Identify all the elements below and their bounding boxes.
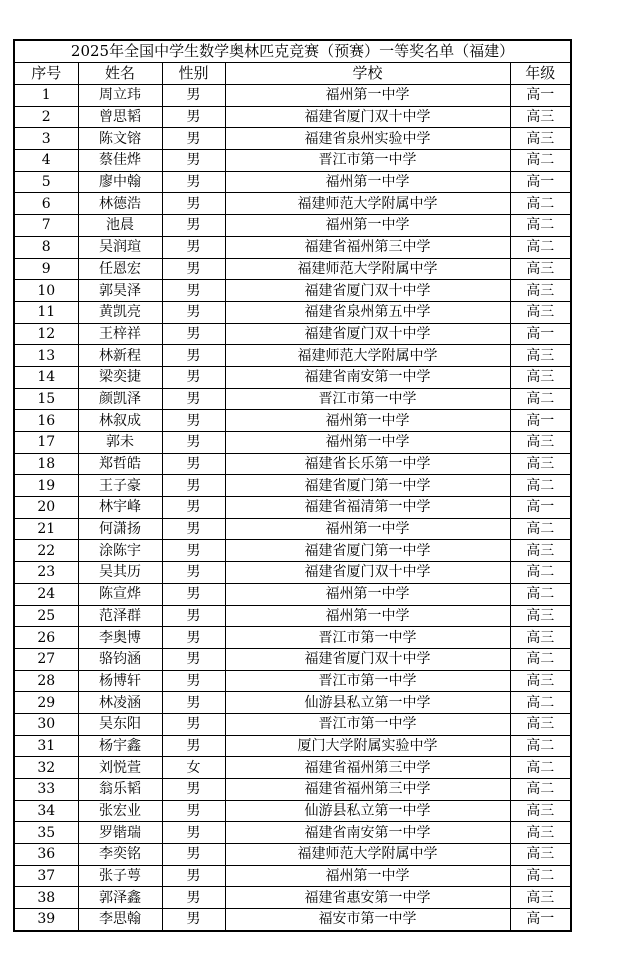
cell-school: 福建省福州第三中学 (225, 757, 510, 779)
cell-name: 颜凯泽 (78, 388, 162, 410)
cell-name: 李奥博 (78, 627, 162, 649)
table-row (14, 670, 571, 692)
cell-grade: 高二 (510, 779, 571, 801)
cell-no: 12 (14, 323, 78, 345)
cell-gender: 男 (162, 85, 225, 107)
cell-school: 厦门大学附属实验中学 (225, 735, 510, 757)
cell-no: 14 (14, 366, 78, 388)
cell-name: 黄凯亮 (78, 301, 162, 323)
cell-school: 福州第一中学 (225, 215, 510, 237)
cell-no: 34 (14, 800, 78, 822)
table-row (14, 280, 571, 302)
cell-school: 福建师范大学附属中学 (225, 844, 510, 866)
cell-name: 杨博轩 (78, 670, 162, 692)
cell-gender: 男 (162, 887, 225, 909)
cell-no: 35 (14, 822, 78, 844)
cell-gender: 男 (162, 692, 225, 714)
cell-name: 郭泽鑫 (78, 887, 162, 909)
cell-gender: 男 (162, 388, 225, 410)
cell-school: 福建师范大学附属中学 (225, 193, 510, 215)
cell-name: 李奕铭 (78, 844, 162, 866)
cell-gender: 男 (162, 540, 225, 562)
cell-grade: 高二 (510, 865, 571, 887)
cell-gender: 男 (162, 865, 225, 887)
cell-grade: 高三 (510, 540, 571, 562)
cell-grade: 高三 (510, 280, 571, 302)
cell-grade: 高三 (510, 627, 571, 649)
cell-school: 晋江市第一中学 (225, 713, 510, 735)
table-row (14, 540, 571, 562)
cell-name: 郭昊泽 (78, 280, 162, 302)
cell-gender: 男 (162, 453, 225, 475)
cell-no: 11 (14, 301, 78, 323)
cell-grade: 高二 (510, 475, 571, 497)
cell-no: 33 (14, 779, 78, 801)
cell-gender: 男 (162, 713, 225, 735)
cell-no: 8 (14, 236, 78, 258)
cell-gender: 男 (162, 605, 225, 627)
cell-gender: 男 (162, 822, 225, 844)
table-row (14, 345, 571, 367)
cell-name: 周立玮 (78, 85, 162, 107)
cell-no: 38 (14, 887, 78, 909)
cell-name: 郑哲皓 (78, 453, 162, 475)
cell-gender: 男 (162, 323, 225, 345)
cell-no: 15 (14, 388, 78, 410)
cell-school: 福建省厦门第一中学 (225, 475, 510, 497)
title-row (14, 40, 571, 63)
cell-school: 晋江市第一中学 (225, 388, 510, 410)
cell-gender: 男 (162, 432, 225, 454)
cell-gender: 男 (162, 410, 225, 432)
cell-school: 福建省厦门第一中学 (225, 540, 510, 562)
header-grade: 年级 (510, 63, 571, 85)
cell-grade: 高一 (510, 85, 571, 107)
table-row (14, 800, 571, 822)
cell-name: 任恩宏 (78, 258, 162, 280)
header-row (14, 63, 571, 85)
cell-name: 骆钧涵 (78, 648, 162, 670)
cell-no: 22 (14, 540, 78, 562)
table-row (14, 106, 571, 128)
cell-no: 13 (14, 345, 78, 367)
table-row (14, 301, 571, 323)
cell-school: 福州第一中学 (225, 171, 510, 193)
cell-grade: 高一 (510, 497, 571, 519)
cell-gender: 男 (162, 844, 225, 866)
cell-no: 17 (14, 432, 78, 454)
cell-school: 福建师范大学附属中学 (225, 345, 510, 367)
cell-name: 梁奕捷 (78, 366, 162, 388)
cell-gender: 女 (162, 757, 225, 779)
table-row (14, 779, 571, 801)
cell-no: 19 (14, 475, 78, 497)
cell-school: 福建省福州第三中学 (225, 236, 510, 258)
cell-school: 福建省厦门双十中学 (225, 323, 510, 345)
cell-name: 王子豪 (78, 475, 162, 497)
cell-school: 福州第一中学 (225, 605, 510, 627)
cell-name: 张宏业 (78, 800, 162, 822)
cell-gender: 男 (162, 280, 225, 302)
cell-gender: 男 (162, 345, 225, 367)
table-row (14, 128, 571, 150)
cell-school: 仙游县私立第一中学 (225, 692, 510, 714)
cell-name: 吴润瑄 (78, 236, 162, 258)
table-row (14, 735, 571, 757)
cell-name: 林叙成 (78, 410, 162, 432)
table-row (14, 583, 571, 605)
cell-grade: 高二 (510, 692, 571, 714)
award-table (13, 39, 572, 932)
cell-school: 福安市第一中学 (225, 909, 510, 931)
cell-school: 福建省福州第三中学 (225, 779, 510, 801)
cell-school: 晋江市第一中学 (225, 627, 510, 649)
table-title: 2025年全国中学生数学奥林匹克竞赛（预赛）一等奖名单（福建） (14, 40, 571, 63)
cell-no: 5 (14, 171, 78, 193)
cell-name: 刘悦萱 (78, 757, 162, 779)
cell-grade: 高三 (510, 128, 571, 150)
cell-gender: 男 (162, 909, 225, 931)
table-row (14, 562, 571, 584)
table-row (14, 518, 571, 540)
table-row (14, 475, 571, 497)
cell-name: 曾思韬 (78, 106, 162, 128)
header-name: 姓名 (78, 63, 162, 85)
cell-school: 福建省厦门双十中学 (225, 106, 510, 128)
cell-name: 罗锴瑞 (78, 822, 162, 844)
cell-grade: 高三 (510, 453, 571, 475)
cell-grade: 高一 (510, 909, 571, 931)
cell-name: 陈宣烨 (78, 583, 162, 605)
cell-gender: 男 (162, 475, 225, 497)
header-school: 学校 (225, 63, 510, 85)
cell-grade: 高一 (510, 323, 571, 345)
cell-school: 福州第一中学 (225, 518, 510, 540)
cell-name: 蔡佳烨 (78, 150, 162, 172)
cell-no: 9 (14, 258, 78, 280)
cell-gender: 男 (162, 215, 225, 237)
cell-name: 郭未 (78, 432, 162, 454)
cell-school: 福建省厦门双十中学 (225, 280, 510, 302)
cell-gender: 男 (162, 562, 225, 584)
cell-gender: 男 (162, 779, 225, 801)
cell-no: 2 (14, 106, 78, 128)
cell-no: 29 (14, 692, 78, 714)
cell-school: 福建师范大学附属中学 (225, 258, 510, 280)
cell-grade: 高三 (510, 432, 571, 454)
table-row (14, 258, 571, 280)
cell-name: 林德浩 (78, 193, 162, 215)
cell-gender: 男 (162, 648, 225, 670)
cell-school: 福建省泉州第五中学 (225, 301, 510, 323)
cell-grade: 高二 (510, 648, 571, 670)
cell-no: 27 (14, 648, 78, 670)
cell-name: 翁乐韬 (78, 779, 162, 801)
cell-grade: 高二 (510, 757, 571, 779)
cell-school: 福建省惠安第一中学 (225, 887, 510, 909)
cell-no: 6 (14, 193, 78, 215)
table-row (14, 410, 571, 432)
cell-no: 16 (14, 410, 78, 432)
cell-no: 31 (14, 735, 78, 757)
table-row (14, 865, 571, 887)
cell-name: 李思翰 (78, 909, 162, 931)
table-row (14, 171, 571, 193)
cell-no: 20 (14, 497, 78, 519)
cell-grade: 高一 (510, 171, 571, 193)
cell-gender: 男 (162, 106, 225, 128)
table-row (14, 692, 571, 714)
cell-school: 福建省泉州实验中学 (225, 128, 510, 150)
cell-no: 21 (14, 518, 78, 540)
cell-no: 3 (14, 128, 78, 150)
cell-grade: 高二 (510, 583, 571, 605)
cell-no: 24 (14, 583, 78, 605)
cell-grade: 高二 (510, 215, 571, 237)
table-row (14, 887, 571, 909)
cell-grade: 高三 (510, 800, 571, 822)
cell-name: 池晨 (78, 215, 162, 237)
cell-gender: 男 (162, 236, 225, 258)
table-body (14, 85, 571, 931)
cell-school: 福州第一中学 (225, 865, 510, 887)
cell-gender: 男 (162, 497, 225, 519)
cell-school: 福州第一中学 (225, 410, 510, 432)
table-row (14, 85, 571, 107)
cell-name: 何潇扬 (78, 518, 162, 540)
cell-no: 26 (14, 627, 78, 649)
cell-gender: 男 (162, 193, 225, 215)
cell-no: 32 (14, 757, 78, 779)
cell-no: 10 (14, 280, 78, 302)
cell-school: 福建省福清第一中学 (225, 497, 510, 519)
cell-no: 25 (14, 605, 78, 627)
header-no: 序号 (14, 63, 78, 85)
cell-school: 福建省长乐第一中学 (225, 453, 510, 475)
cell-no: 1 (14, 85, 78, 107)
cell-school: 福州第一中学 (225, 583, 510, 605)
table-row (14, 453, 571, 475)
cell-name: 吴其历 (78, 562, 162, 584)
cell-grade: 高三 (510, 822, 571, 844)
cell-name: 廖中翰 (78, 171, 162, 193)
cell-name: 王梓祥 (78, 323, 162, 345)
cell-school: 福州第一中学 (225, 85, 510, 107)
cell-no: 4 (14, 150, 78, 172)
cell-name: 陈文镕 (78, 128, 162, 150)
cell-no: 36 (14, 844, 78, 866)
cell-no: 28 (14, 670, 78, 692)
cell-no: 39 (14, 909, 78, 931)
table-row (14, 713, 571, 735)
cell-grade: 高二 (510, 388, 571, 410)
cell-school: 晋江市第一中学 (225, 670, 510, 692)
cell-gender: 男 (162, 518, 225, 540)
cell-no: 37 (14, 865, 78, 887)
cell-name: 林凌涵 (78, 692, 162, 714)
cell-grade: 高三 (510, 258, 571, 280)
cell-name: 林新程 (78, 345, 162, 367)
table-row (14, 193, 571, 215)
cell-name: 范泽群 (78, 605, 162, 627)
cell-school: 福建省南安第一中学 (225, 822, 510, 844)
header-gender: 性别 (162, 63, 225, 85)
cell-gender: 男 (162, 301, 225, 323)
table-row (14, 323, 571, 345)
table-row (14, 150, 571, 172)
cell-gender: 男 (162, 150, 225, 172)
cell-name: 张子萼 (78, 865, 162, 887)
cell-grade: 高二 (510, 193, 571, 215)
table-row (14, 497, 571, 519)
table-row (14, 627, 571, 649)
cell-no: 7 (14, 215, 78, 237)
cell-name: 涂陈宇 (78, 540, 162, 562)
table-row (14, 757, 571, 779)
cell-grade: 高二 (510, 562, 571, 584)
cell-name: 杨宇鑫 (78, 735, 162, 757)
cell-school: 晋江市第一中学 (225, 150, 510, 172)
cell-grade: 高一 (510, 410, 571, 432)
cell-gender: 男 (162, 366, 225, 388)
cell-grade: 高三 (510, 844, 571, 866)
cell-grade: 高三 (510, 106, 571, 128)
table-row (14, 648, 571, 670)
cell-grade: 高三 (510, 670, 571, 692)
cell-grade: 高三 (510, 887, 571, 909)
cell-grade: 高二 (510, 735, 571, 757)
cell-school: 福建省厦门双十中学 (225, 562, 510, 584)
cell-gender: 男 (162, 128, 225, 150)
table-row (14, 909, 571, 931)
cell-no: 23 (14, 562, 78, 584)
cell-gender: 男 (162, 735, 225, 757)
cell-school: 福州第一中学 (225, 432, 510, 454)
cell-grade: 高三 (510, 605, 571, 627)
table-row (14, 605, 571, 627)
cell-no: 30 (14, 713, 78, 735)
table-row (14, 432, 571, 454)
table-row (14, 844, 571, 866)
cell-gender: 男 (162, 258, 225, 280)
cell-grade: 高二 (510, 518, 571, 540)
cell-name: 林宇峰 (78, 497, 162, 519)
table-row (14, 215, 571, 237)
table-row (14, 388, 571, 410)
cell-gender: 男 (162, 583, 225, 605)
cell-gender: 男 (162, 627, 225, 649)
cell-gender: 男 (162, 800, 225, 822)
cell-grade: 高三 (510, 366, 571, 388)
cell-grade: 高二 (510, 236, 571, 258)
cell-gender: 男 (162, 670, 225, 692)
cell-gender: 男 (162, 171, 225, 193)
table-row (14, 236, 571, 258)
table-row (14, 366, 571, 388)
cell-grade: 高三 (510, 345, 571, 367)
cell-no: 18 (14, 453, 78, 475)
cell-name: 吴东阳 (78, 713, 162, 735)
cell-grade: 高三 (510, 713, 571, 735)
cell-school: 福建省南安第一中学 (225, 366, 510, 388)
cell-school: 仙游县私立第一中学 (225, 800, 510, 822)
cell-grade: 高二 (510, 150, 571, 172)
cell-grade: 高三 (510, 301, 571, 323)
table-row (14, 822, 571, 844)
cell-school: 福建省厦门双十中学 (225, 648, 510, 670)
